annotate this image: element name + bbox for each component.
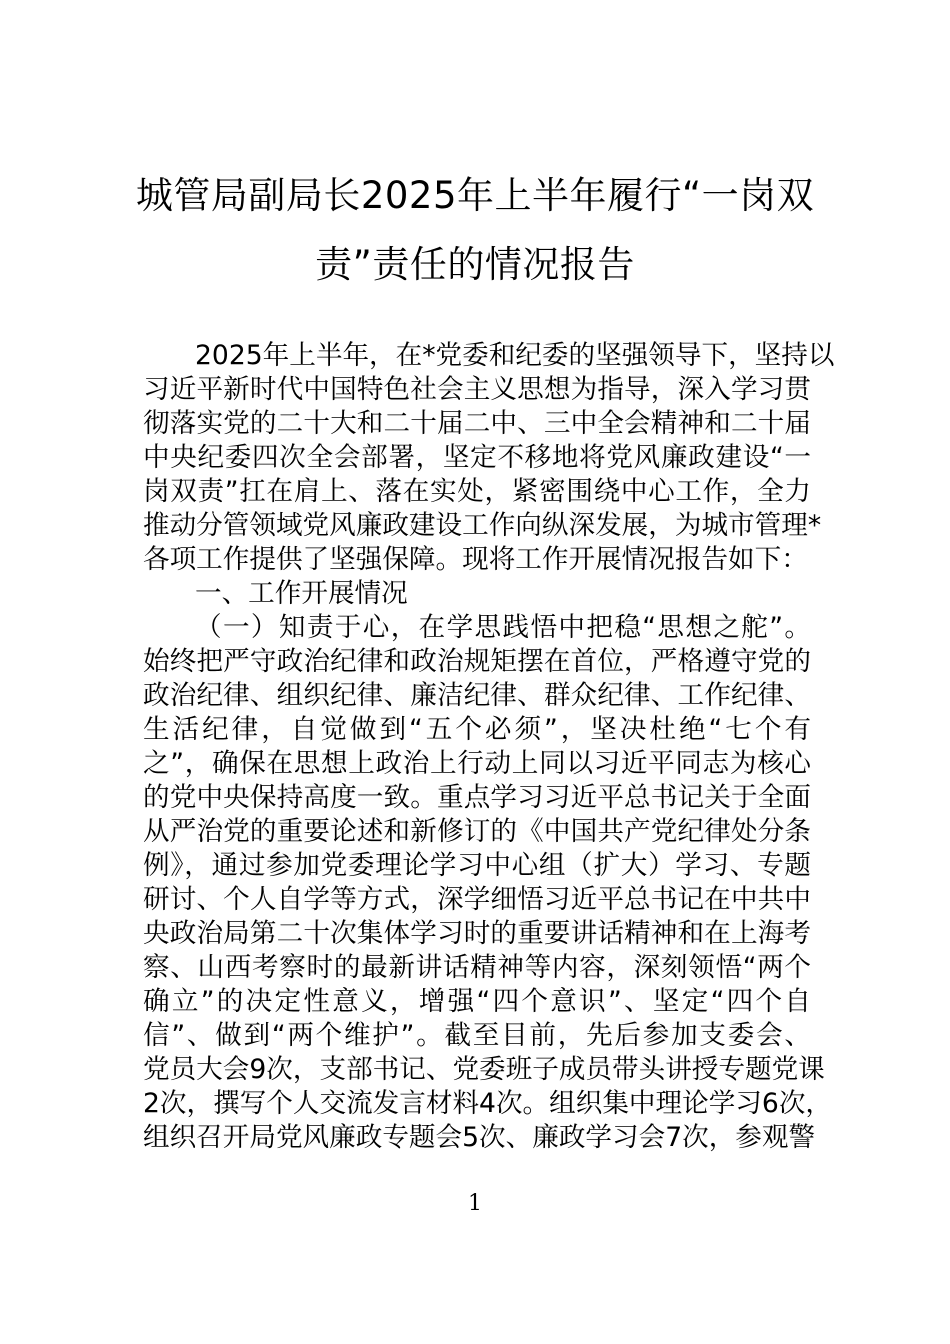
- paragraph-line: 确立”的决定性意义，增强“四个意识”、坚定“四个自: [143, 986, 811, 1017]
- paragraph-line: 始终把严守政治纪律和政治规矩摆在首位，严格遵守党的: [143, 646, 811, 677]
- section-heading: 一、工作开展情况: [195, 578, 408, 609]
- document-title-line-1: 城管局副局长2025年上半年履行“一岗双: [135, 174, 815, 217]
- paragraph-line: 研讨、个人自学等方式，深学细悟习近平总书记在中共中: [143, 884, 811, 915]
- page-number: 1: [468, 1191, 482, 1216]
- paragraph-line: 察、山西考察时的最新讲话精神等内容，深刻领悟“两个: [143, 952, 811, 983]
- paragraph-line: 信”、做到“两个维护”。截至目前，先后参加支委会、: [143, 1020, 811, 1051]
- paragraph-line: 中央纪委四次全会部署，坚定不移地将党风廉政建设“一: [143, 442, 811, 473]
- paragraph-line: 彻落实党的二十大和二十届二中、三中全会精神和二十届: [143, 408, 811, 439]
- paragraph-line: 2次，撰写个人交流发言材料4次。组织集中理论学习6次，: [143, 1088, 833, 1119]
- paragraph-line: 生活纪律，自觉做到“五个必须”，坚决杜绝“七个有: [143, 714, 811, 745]
- paragraph-line: 岗双责”扛在肩上、落在实处，紧密围绕中心工作，全力: [143, 476, 811, 507]
- paragraph-line: 2025年上半年，在*党委和纪委的坚强领导下，坚持以: [195, 340, 835, 371]
- paragraph-line: 党员大会9次，支部书记、党委班子成员带头讲授专题党课: [143, 1054, 825, 1085]
- paragraph-line: 从严治党的重要论述和新修订的《中国共产党纪律处分条: [143, 816, 811, 847]
- document-title-line-2: 责”责任的情况报告: [315, 243, 635, 286]
- paragraph-line: 组织召开局党风廉政专题会5次、廉政学习会7次，参观警: [143, 1122, 816, 1153]
- subsection-heading: （一）知责于心，在学思践悟中把稳“思想之舵”。: [195, 612, 811, 643]
- paragraph-line: 各项工作提供了坚强保障。现将工作开展情况报告如下：: [143, 544, 808, 575]
- paragraph-line: 政治纪律、组织纪律、廉洁纪律、群众纪律、工作纪律、: [143, 680, 811, 711]
- paragraph-line: 之”，确保在思想上政治上行动上同以习近平同志为核心: [143, 748, 811, 779]
- paragraph-line: 例》，通过参加党委理论学习中心组（扩大）学习、专题: [143, 850, 811, 881]
- paragraph-line: 央政治局第二十次集体学习时的重要讲话精神和在上海考: [143, 918, 811, 949]
- paragraph-line: 推动分管领域党风廉政建设工作向纵深发展，为城市管理*: [143, 510, 822, 541]
- paragraph-line: 的党中央保持高度一致。重点学习习近平总书记关于全面: [143, 782, 811, 813]
- paragraph-line: 习近平新时代中国特色社会主义思想为指导，深入学习贯: [143, 374, 811, 405]
